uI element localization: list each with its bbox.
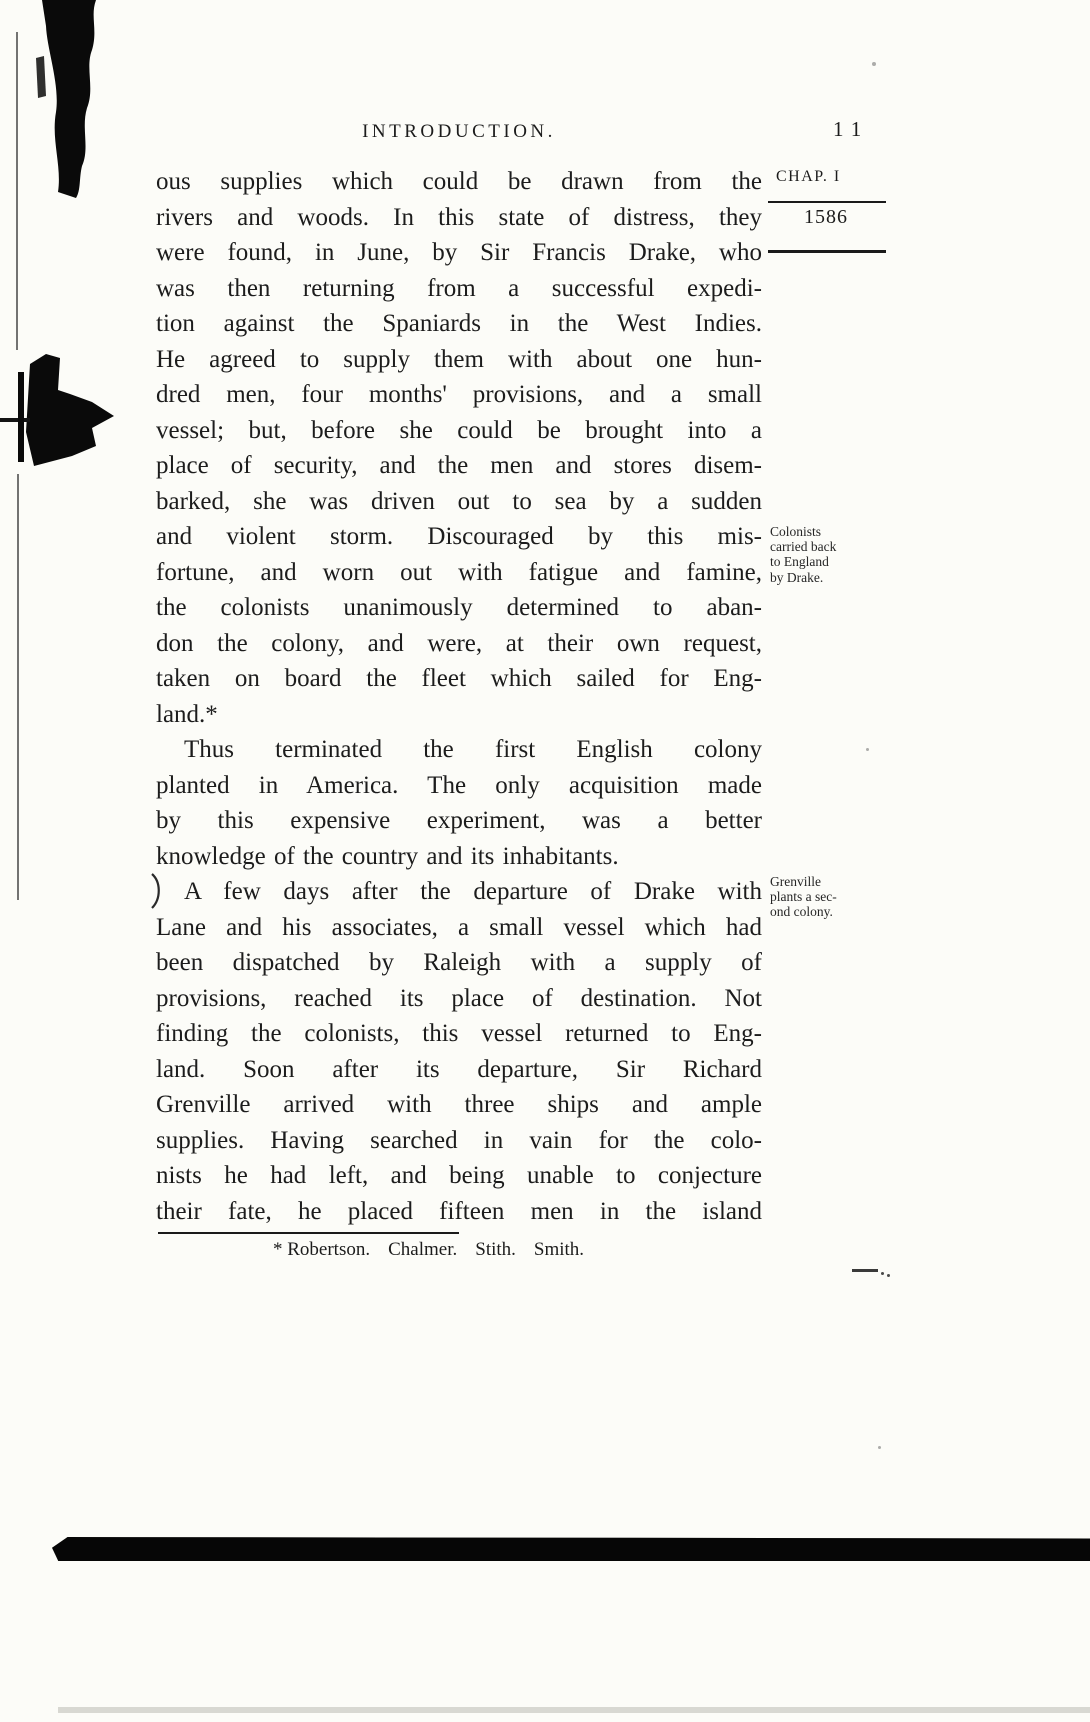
text-line: by this expensive experiment, was a better xyxy=(156,807,762,834)
sidenote-grenville xyxy=(770,874,900,920)
footnote-rule xyxy=(158,1232,459,1234)
text-line: land.* xyxy=(156,700,218,728)
paragraph-first-colony-end xyxy=(156,732,762,874)
sidenote-colonists xyxy=(770,524,900,585)
scan-edge-line xyxy=(17,474,19,900)
stray-dash-mark xyxy=(852,1269,878,1272)
text-line: supplies. Having searched in vain for the colo- xyxy=(156,1126,762,1154)
text-line: He agreed to supply them with about one hun- xyxy=(156,345,762,373)
text-line: were found, in June, by Sir Francis Drake, who xyxy=(156,239,762,266)
body-text-block xyxy=(156,164,762,1229)
footnote xyxy=(273,1239,584,1261)
sidenote-chapter: CHAP. I xyxy=(776,168,841,185)
text-line: vessel; but, before she could be brought into a xyxy=(156,416,762,444)
text-line: knowledge of the country and its inhabitants. xyxy=(156,842,619,870)
sidenote-rule-bottom xyxy=(768,250,886,253)
text-line: tion against the Spaniards in the West Indies. xyxy=(156,310,762,337)
sidenote-line: to England xyxy=(770,554,829,570)
text-line: provisions, reached its place of destination. Not xyxy=(156,984,762,1012)
text-line: Lane and his associates, a small vessel which had xyxy=(156,913,762,941)
text-line: taken on board the fleet which sailed for Eng- xyxy=(156,665,762,692)
text-line: A few days after the departure of Drake with xyxy=(184,878,762,905)
text-line: fortune, and worn out with fatigue and famine, xyxy=(156,558,762,586)
ink-blob-left-margin xyxy=(0,352,118,474)
sidenote-line: Colonists xyxy=(770,524,822,539)
text-line: Thus terminated the first English colony xyxy=(184,736,762,763)
page-number: 11 xyxy=(833,117,870,141)
text-line: been dispatched by Raleigh with a supply of xyxy=(156,949,762,976)
text-line: don the colony, and were, at their own request, xyxy=(156,629,762,657)
text-line: ous supplies which could be drawn from the xyxy=(156,168,762,195)
text-line: was then returning from a successful expedi- xyxy=(156,274,762,302)
sidenote-line: carried back xyxy=(770,539,837,555)
scan-speck xyxy=(872,62,876,66)
text-line: land. Soon after its departure, Sir Richard xyxy=(156,1055,762,1083)
footnote-source: * Robertson. xyxy=(273,1239,371,1260)
sidenote-year: 1586 xyxy=(804,206,848,228)
ink-blob-top-left xyxy=(34,0,106,200)
paragraph-drake-rescue xyxy=(156,164,762,732)
text-line: Grenville arrived with three ships and ample xyxy=(156,1091,762,1118)
scan-speck xyxy=(878,1446,881,1449)
running-header-title: INTRODUCTION. xyxy=(362,121,556,142)
footnote-source: Stith. xyxy=(475,1239,516,1260)
scan-bottom-edge xyxy=(58,1707,1090,1713)
text-line: barked, she was driven out to sea by a sudden xyxy=(156,487,762,515)
text-line: dred men, four months' provisions, and a small xyxy=(156,381,762,408)
text-line: and violent storm. Discouraged by this mis- xyxy=(156,523,762,550)
scan-speck xyxy=(866,748,869,751)
scan-edge-line xyxy=(16,32,18,350)
sidenote-line: by Drake. xyxy=(770,569,824,585)
text-line: place of security, and the men and stores disem- xyxy=(156,452,762,479)
footnote-source: Smith. xyxy=(533,1239,585,1260)
paragraph-grenville-arrival xyxy=(156,874,762,1229)
footnote-source: Chalmer. xyxy=(388,1239,458,1260)
text-line: planted in America. The only acquisition made xyxy=(156,771,762,799)
stray-paren-mark xyxy=(148,872,164,910)
text-line: their fate, he placed fifteen men in the island xyxy=(156,1197,762,1225)
text-line: the colonists unanimously determined to aban- xyxy=(156,594,762,621)
sidenote-line: Grenville xyxy=(770,874,821,889)
sidenote-line: plants a sec- xyxy=(770,889,837,905)
stray-dot-marks xyxy=(881,1272,884,1275)
sidenote-line: ond colony. xyxy=(770,904,833,920)
scan-bottom-bar xyxy=(52,1537,1090,1561)
sidenote-rule-top xyxy=(768,201,886,203)
text-line: nists he had left, and being unable to conjecture xyxy=(156,1162,762,1189)
text-line: finding the colonists, this vessel returned to Eng- xyxy=(156,1020,762,1047)
text-line: rivers and woods. In this state of distress, they xyxy=(156,203,762,231)
